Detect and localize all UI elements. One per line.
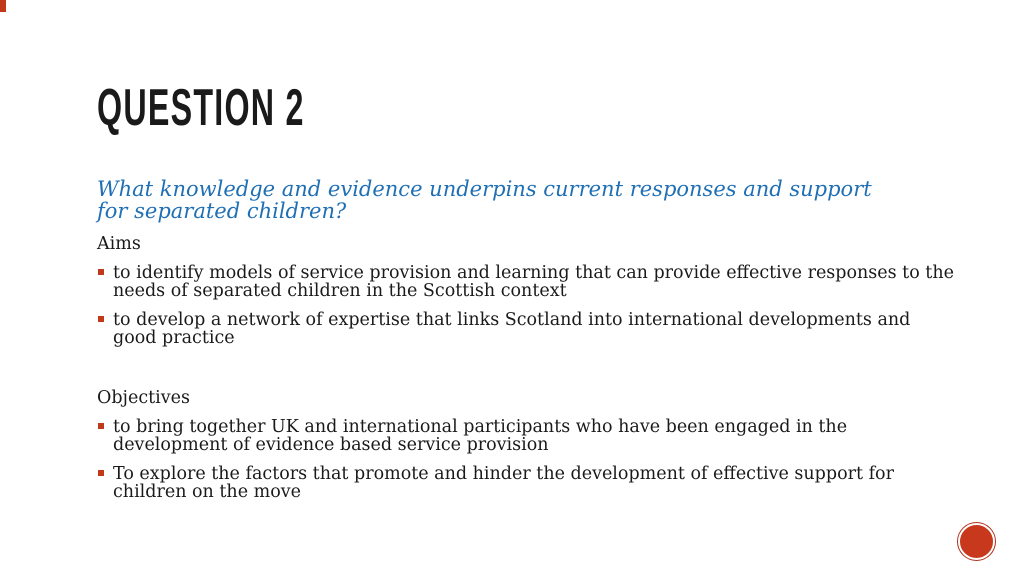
- square-bullet-icon: [98, 470, 104, 476]
- objectives-list: [97, 419, 957, 513]
- list-item-text: to bring together UK and international participants who have been engaged in the development of evidence based service provision: [113, 417, 848, 455]
- list-item-text: to develop a network of expertise that links Scotland into international developments and good practice: [113, 310, 911, 348]
- accent-bar: [0, 0, 6, 12]
- aims-label: Aims: [97, 234, 141, 254]
- square-bullet-icon: [98, 269, 104, 275]
- list-item: [97, 419, 957, 454]
- objectives-label: Objectives: [97, 388, 190, 408]
- list-item: [97, 312, 957, 347]
- slide-title: QUESTION 2: [97, 79, 305, 137]
- aims-list: [97, 265, 957, 359]
- list-item: [97, 466, 957, 501]
- square-bullet-icon: [98, 423, 104, 429]
- question-text: What knowledge and evidence underpins current responses and support for separated children?: [97, 177, 872, 223]
- list-item-text: To explore the factors that promote and hinder the development of effective support for children on the move: [113, 464, 894, 502]
- list-item: [97, 265, 957, 300]
- square-bullet-icon: [98, 316, 104, 322]
- list-item-text: to identify models of service provision and learning that can provide effective responses to the needs of separated children in the Scottish context: [113, 263, 954, 301]
- slide-number-badge: [958, 523, 995, 560]
